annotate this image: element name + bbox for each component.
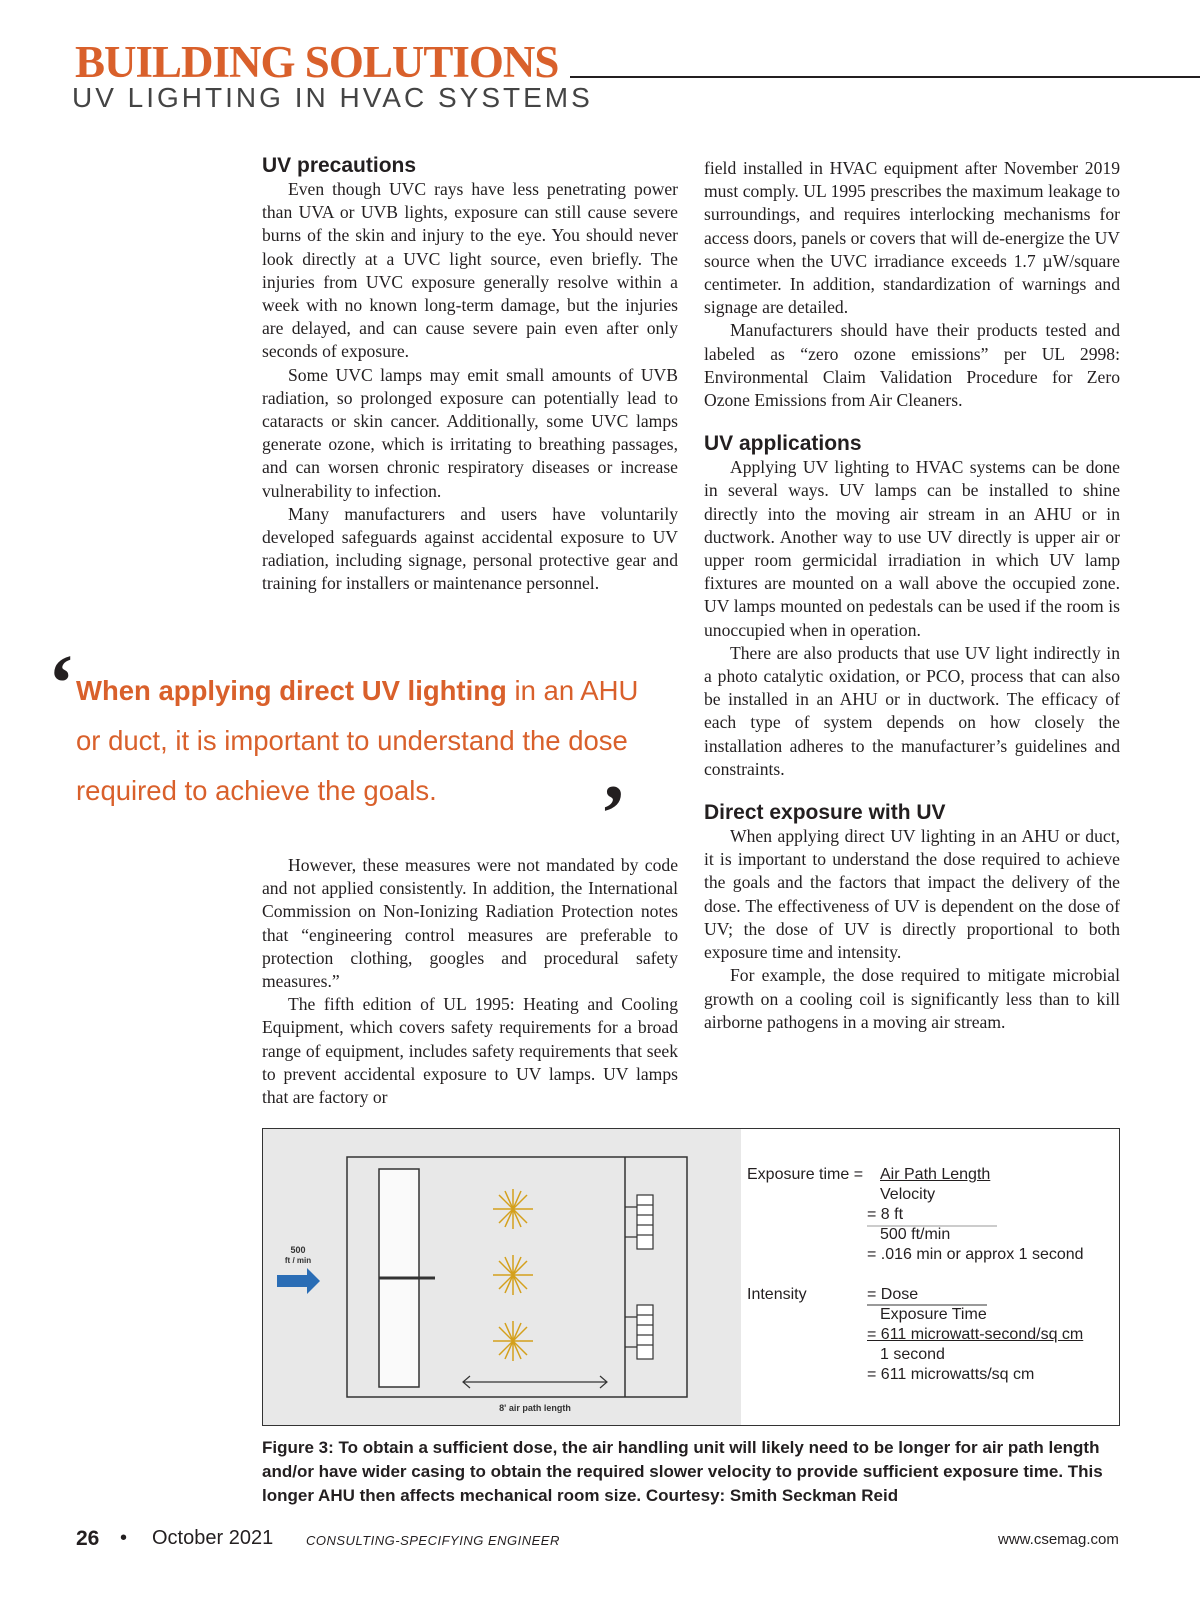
left-column-top	[262, 154, 678, 596]
exposure-numerator: Air Path Length	[880, 1166, 991, 1183]
paragraph: Applying UV lighting to HVAC systems can be done in several ways. UV lamps can be installed to shine directly into the moving air stream in an AHU or in ductwork. Another way to use UV directly is upper air or upper room germicidal irradiation in which UV lamp fixtures are mounted on a wall above the occupied zone. UV lamps mounted on pedestals can be used if the room is unoccupied when in operation.	[704, 457, 1120, 640]
paragraph: Manufacturers should have their products tested and labeled as “zero ozone emissions” per UL 2998: Environmental Claim Validation Procedure for Zero Ozone Emissions from Air Cleaners.	[704, 320, 1120, 411]
website-link[interactable]: www.csemag.com	[998, 1531, 1119, 1548]
footer-bullet: •	[120, 1527, 128, 1549]
magazine-name: CONSULTING-SPECIFYING ENGINEER	[306, 1533, 560, 1548]
paragraph: Even though UVC rays have less penetrating power than UVA or UVB lights, exposure can still cause severe burns of the skin and injury to the eye. You should never look directly at a UVC light source, even briefly. The injuries from UVC exposure generally resolve within a week with no known long-term damage, but the injuries are delayed, and can cause severe pain even after only seconds of exposure.	[262, 179, 678, 362]
pull-quote-bold: When applying direct UV lighting	[76, 675, 507, 706]
right-column	[704, 157, 1120, 1034]
intensity-label: Intensity	[747, 1286, 807, 1303]
heading-direct-exposure: Direct exposure with UV	[704, 801, 946, 825]
page-number: 26	[76, 1527, 100, 1550]
velocity-label-1: 500	[290, 1245, 306, 1255]
ahu-diagram-panel	[263, 1129, 741, 1425]
exposure-step-numerator: = 8 ft	[867, 1206, 904, 1223]
fan-lower	[625, 1305, 653, 1359]
intensity-step-denominator: 1 second	[880, 1346, 945, 1363]
section-subtitle: UV LIGHTING IN HVAC SYSTEMS	[72, 82, 593, 113]
paragraph: For example, the dose required to mitigate microbial growth on a cooling coil is significantly less than to kill airborne pathogens in a moving air stream.	[704, 965, 1120, 1032]
header-rule	[570, 76, 1200, 78]
paragraph: When applying direct UV lighting in an AHU or duct, it is important to understand the dose required to achieve the goals and the factors that impact the delivery of the dose. The effectiveness of UV is dependent on the dose of UV; the dose of UV is directly proportional to both exposure time and intensity.	[704, 826, 1120, 963]
paragraph: Many manufacturers and users have voluntarily developed safeguards against accidental exposure to UV radiation, including signage, personal protective gear and training for installers or maintenance personnel.	[262, 503, 678, 594]
open-quote-mark: ‘	[48, 640, 75, 728]
paragraph: However, these measures were not mandated by code and not applied consistently. In addition, the International Commission on Non-Ionizing Radiation Protection notes that “engineering control measures are preferable to protection clothing, googles and procedural safety measures.”	[262, 855, 678, 992]
intensity-denominator: Exposure Time	[880, 1306, 987, 1323]
intensity-result: = 611 microwatts/sq cm	[867, 1366, 1035, 1383]
airflow-arrow	[277, 1268, 320, 1294]
ahu-diagram	[263, 1129, 741, 1425]
figure-caption: Figure 3: To obtain a sufficient dose, the air handling unit will likely need to be longer for air path length and/or have wider casing to obtain the required slower velocity to provide sufficient exposure time. This longer AHU then affects mechanical room size. Courtesy: Smith Seckman Reid	[262, 1438, 1103, 1505]
intensity-numerator: = Dose	[867, 1286, 919, 1303]
velocity-label-2: ft / min	[284, 1256, 312, 1265]
paragraph: The fifth edition of UL 1995: Heating and Cooling Equipment, which covers safety requirements for a broad range of equipment, includes safety requirements that seek to prevent accidental exposure to UV lamps. UV lamps that are factory or	[262, 994, 678, 1108]
uv-lamp-3	[493, 1321, 533, 1361]
exposure-label: Exposure time =	[747, 1166, 864, 1183]
paragraph: Some UVC lamps may emit small amounts of UVB radiation, so prolonged exposure can potentially lead to cataracts or skin cancer. Additionally, some UVC lamps generate ozone, which is irritating to breathing passages, and can worsen chronic respiratory diseases or increase vulnerability to infection.	[262, 364, 678, 501]
air-path-label: 8' air path length	[499, 1403, 571, 1413]
paragraph: field installed in HVAC equipment after November 2019 must comply. UL 1995 prescribes the maximum leakage to surroundings, and requires interlocking mechanisms for access doors, panels or covers that will de-energize the UV source when the UVC irradiance exceeds 1.7 µW/square centimeter. In addition, standardization of warnings and signage are detailed.	[704, 158, 1120, 318]
fan-upper	[625, 1195, 653, 1249]
close-quote-mark: ’	[600, 770, 627, 858]
heading-uv-precautions: UV precautions	[262, 154, 417, 177]
left-column-bottom	[262, 854, 678, 1109]
issue-date: October 2021	[152, 1527, 274, 1549]
paragraph: There are also products that use UV light indirectly in a photo catalytic oxidation, or PCO, process that can also be installed in an AHU or in ductwork. The efficacy of each type of system depends on how closely the installation adheres to the manufacturer’s guidelines and constraints.	[704, 642, 1120, 779]
air-path-dimension	[463, 1376, 607, 1388]
exposure-denominator: Velocity	[880, 1186, 936, 1203]
section-title: BUILDING SOLUTIONS	[75, 37, 559, 87]
heading-uv-applications: UV applications	[704, 432, 862, 456]
exposure-step-denominator: 500 ft/min	[880, 1226, 951, 1243]
uv-lamp-1	[493, 1189, 533, 1229]
exposure-result: = .016 min or approx 1 second	[867, 1246, 1084, 1263]
pull-quote	[76, 666, 656, 816]
uv-lamp-2	[493, 1255, 533, 1295]
pull-quote-rest: in an AHU or duct, it is important to understand the dose required to achieve the goals.	[76, 675, 639, 806]
intensity-step-numerator: = 611 microwatt-second/sq cm	[867, 1326, 1084, 1343]
figure-3	[262, 1128, 1120, 1426]
